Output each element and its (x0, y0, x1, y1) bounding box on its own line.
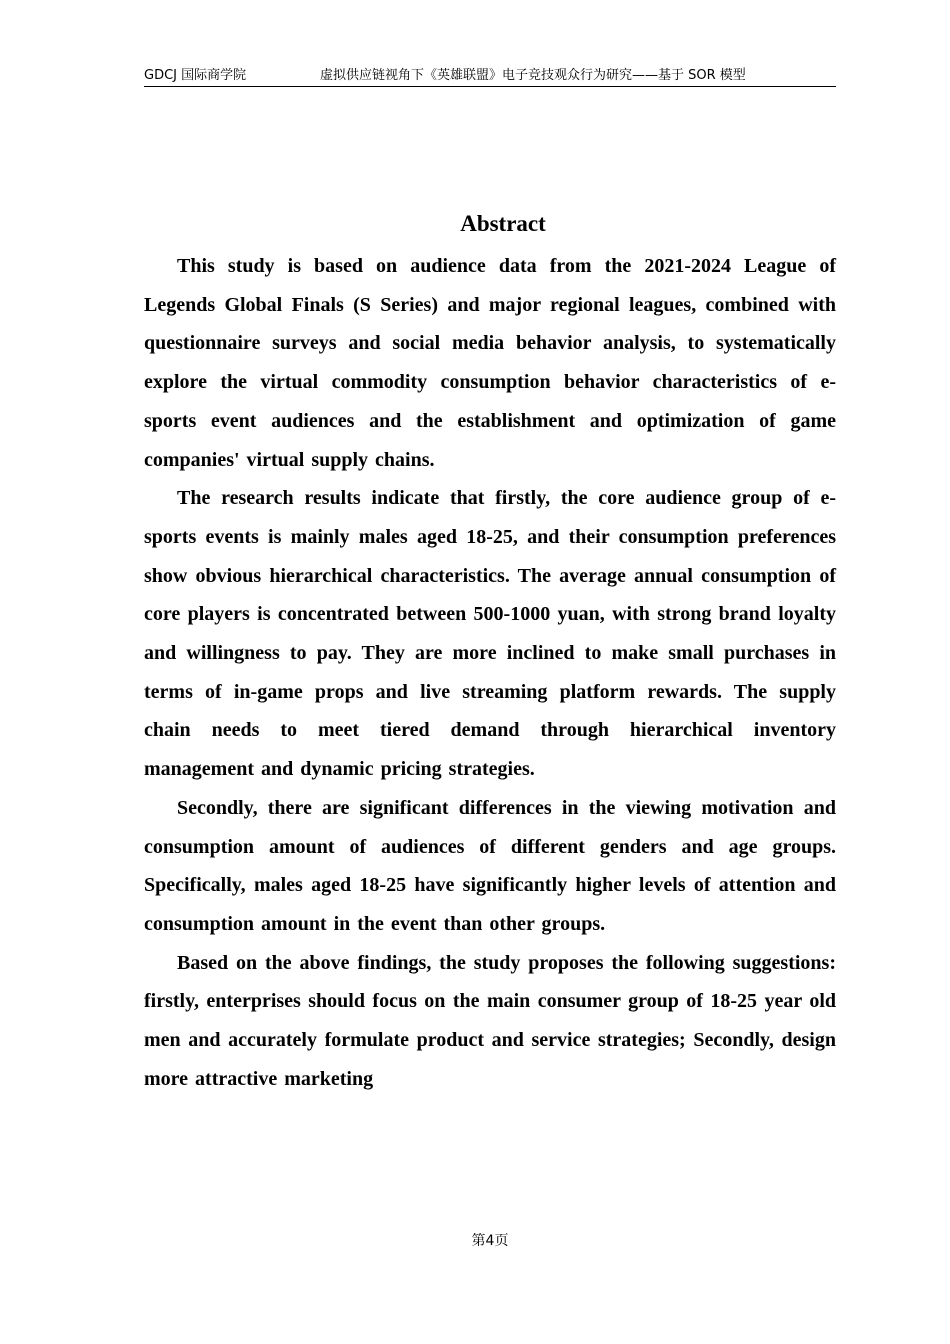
abstract-paragraph-3: Secondly, there are significant differences in the viewing motivation and consumption amount of audiences of different genders and age groups. Specifically, males aged 18-25 have significantly higher levels of attention and consumption amount in the event than other groups. (144, 796, 836, 935)
abstract-paragraph-1: This study is based on audience data from the 2021-2024 League of Legends Global Finals (S Series) and major regional leagues, combined with questionnaire surveys and social media behavior analysis, to systematically explore the virtual commodity consumption behavior characteristics of e-sports event audiences and the establishment and optimization of game companies' virtual supply chains. (144, 255, 836, 471)
abstract-body (144, 247, 836, 1098)
page-number: 第4页 (471, 1233, 509, 1249)
abstract-heading: Abstract (460, 211, 546, 236)
header-thesis-title: 虚拟供应链视角下《英雄联盟》电子竞技观众行为研究——基于 SOR 模型 (320, 68, 746, 83)
abstract-paragraph-4: Based on the above findings, the study proposes the following suggestions: firstly, enterprises should focus on the main consumer group of 18-25 year old men and accurately formulate product and service strategies; Secondly, design more attractive marketing (144, 951, 836, 1090)
page-header (144, 67, 836, 87)
abstract-paragraph-2: The research results indicate that firstly, the core audience group of e-sports events is mainly males aged 18-25, and their consumption preferences show obvious hierarchical characteristics. The average annual consumption of core players is concentrated between 500-1000 yuan, with strong brand loyalty and willingness to pay. They are more inclined to make small purchases in terms of in-game props and live streaming platform rewards. The supply chain needs to meet tiered demand through hierarchical inventory management and dynamic pricing strategies. (144, 487, 836, 781)
header-school-name: GDCJ 国际商学院 (144, 68, 247, 83)
